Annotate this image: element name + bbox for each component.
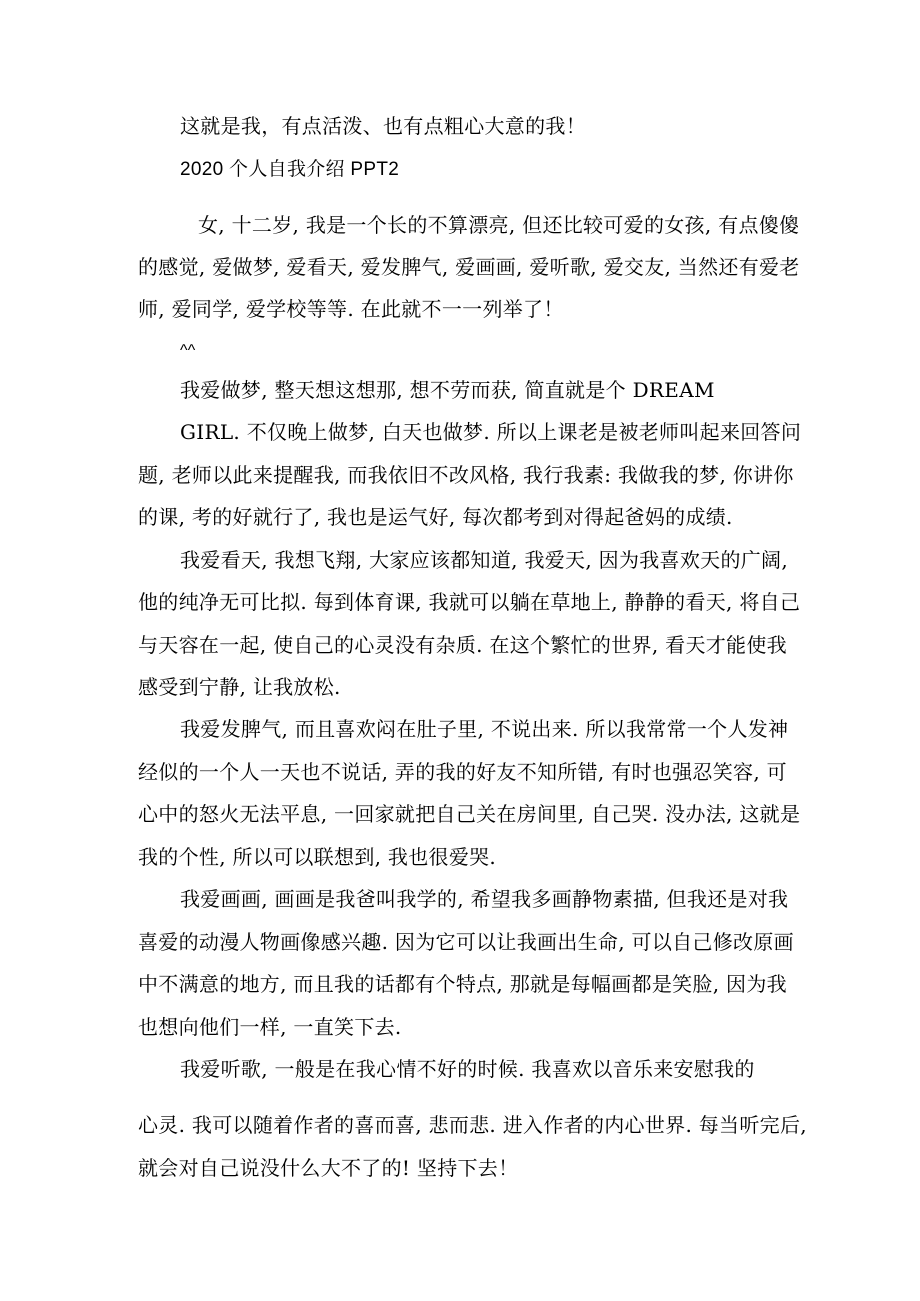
para-dream-line-2: GIRL. 不仅晚上做梦, 白天也做梦. 所以上课老是被老师叫起来回答问: [180, 420, 802, 444]
para-temper-line-1: 我爱发脾气, 而且喜欢闷在肚子里, 不说出来. 所以我常常一个人发神: [180, 717, 789, 741]
para-temper-line-4: 我的个性, 所以可以联想到, 我也很爱哭.: [138, 845, 497, 869]
para-dream-line-1: 我爱做梦, 整天想这想那, 想不劳而获, 简直就是个 DREAM: [180, 378, 715, 402]
emoticon-line: ^^: [180, 342, 196, 359]
para-intro-line-1: 女, 十二岁, 我是一个长的不算漂亮, 但还比较可爱的女孩, 有点傻傻: [198, 213, 800, 237]
para-intro-line-2: 的感觉, 爱做梦, 爱看天, 爱发脾气, 爱画画, 爱听歌, 爱交友, 当然还有爱老: [138, 255, 800, 279]
para-sky-line-3: 与天容在一起, 使自己的心灵没有杂质. 在这个繁忙的世界, 看天才能使我: [138, 633, 787, 657]
para-dream-line-4: 的课, 考的好就行了, 我也是运气好, 每次都考到对得起爸妈的成绩.: [138, 505, 733, 529]
para-music-line-2: 心灵. 我可以随着作者的喜而喜, 悲而悲. 进入作者的内心世界. 每当听完后,: [138, 1113, 807, 1137]
para-drawing-line-2: 喜爱的动漫人物画像感兴趣. 因为它可以让我画出生命, 可以自己修改原画: [138, 930, 794, 954]
document-heading: 2020 个人自我介绍 PPT2: [180, 159, 400, 180]
para-music-line-1: 我爱听歌, 一般是在我心情不好的时候. 我喜欢以音乐来安慰我的: [180, 1057, 755, 1081]
intro-line: 这就是我，有点活泼、也有点粗心大意的我！: [180, 114, 586, 138]
para-temper-line-3: 心中的怒火无法平息, 一回家就把自己关在房间里, 自己哭. 没办法, 这就是: [138, 802, 801, 826]
para-sky-line-4: 感受到宁静, 让我放松.: [138, 675, 341, 699]
para-drawing-line-1: 我爱画画, 画画是我爸叫我学的, 希望我多画静物素描, 但我还是对我: [180, 887, 789, 911]
para-drawing-line-4: 也想向他们一样, 一直笑下去.: [138, 1015, 402, 1039]
para-sky-line-2: 他的纯净无可比拟. 每到体育课, 我就可以躺在草地上, 静静的看天, 将自己: [138, 590, 801, 614]
para-dream-line-3: 题, 老师以此来提醒我, 而我依旧不改风格, 我行我素: 我做我的梦, 你讲你: [138, 463, 794, 487]
para-intro-line-3: 师, 爱同学, 爱学校等等. 在此就不一一列举了！: [138, 297, 564, 321]
para-music-line-3: 就会对自己说没什么大不了的! 坚持下去！: [138, 1156, 519, 1180]
para-drawing-line-3: 中不满意的地方, 而且我的话都有个特点, 那就是每幅画都是笑脸, 因为我: [138, 972, 787, 996]
para-temper-line-2: 经似的一个人一天也不说话, 弄的我的好友不知所错, 有时也强忍笑容, 可: [138, 760, 787, 784]
para-sky-line-1: 我爱看天, 我想飞翔, 大家应该都知道, 我爱天, 因为我喜欢天的广阔,: [180, 548, 789, 572]
